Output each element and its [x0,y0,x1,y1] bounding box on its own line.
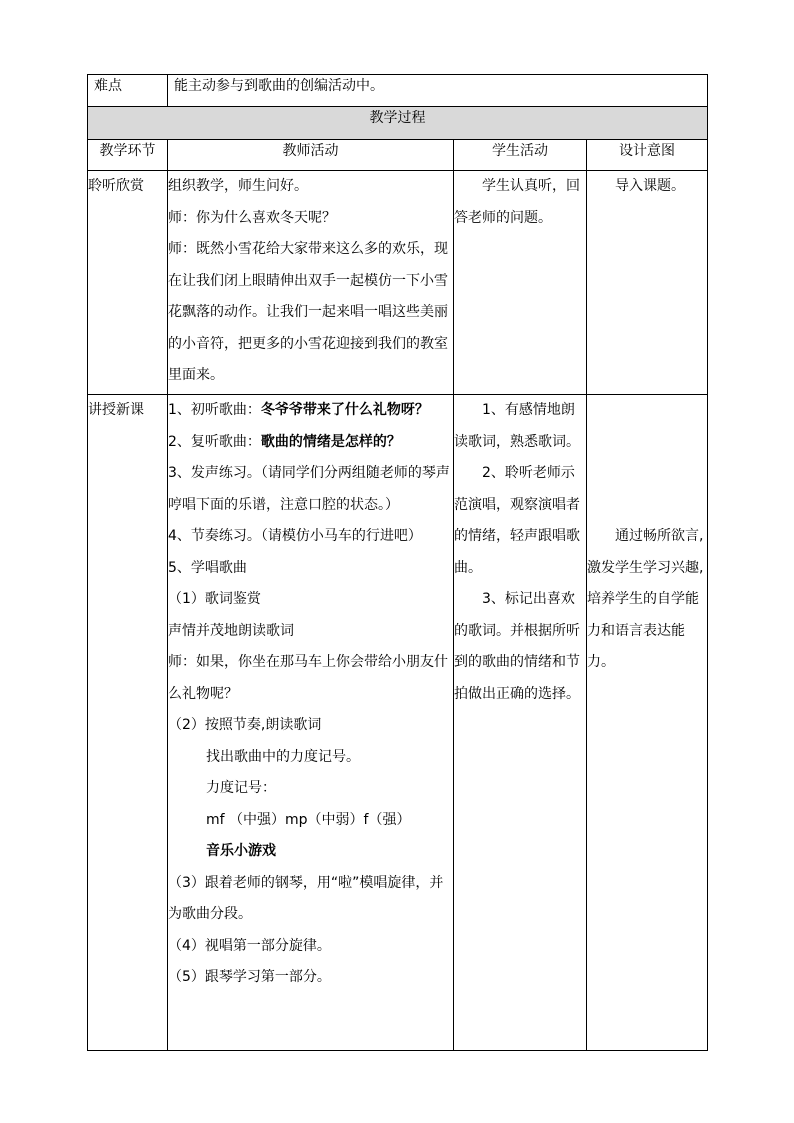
teacher-line: （1）歌词鉴赏 [168,591,261,607]
teacher-line: 找出歌曲中的力度记号。 [206,748,360,765]
header-student: 学生活动 [454,140,587,171]
new-lesson-row [88,395,708,1051]
teacher-line: 音乐小游戏 [206,843,276,859]
header-teacher: 教师活动 [168,140,454,171]
design-intent-listening [587,171,708,395]
teacher-line: （2）按照节奏,朗读歌词 [168,717,322,733]
stage-new-lesson: 讲授新课 [88,395,168,1051]
student-activity-new-lesson [454,395,587,1051]
teacher-line: 组织教学，师生问好。 [168,178,308,194]
lesson-plan-table [87,74,708,1051]
design-line: 导入课题。 [615,178,685,194]
teacher-line: 力度记号： [206,780,276,796]
teacher-line: （4）视唱第一部分旋律。 [168,937,331,954]
teacher-line: 师：如果，你坐在那马车上你会带给小朋友什么礼物呢？ [168,654,448,702]
header-row [88,140,708,171]
teacher-activity-listening [168,171,454,395]
teacher-line: 师：既然小雪花给大家带来这么多的欢乐，现在让我们闭上眼睛伸出双手一起模仿一下小雪花飘落的动作。让我们一起来唱一唱这些美丽的小音符，把更多的小雪花迎接到我们的教室里面来。 [168,241,448,383]
teacher-line: 4、节奏练习。（请模仿小马车的行进吧） [168,528,422,544]
teacher-line: 师：你为什么喜欢冬天呢？ [168,209,336,226]
design-line: 通过畅所欲言,激发学生学习兴趣,培养学生的自学能力和语言表达能力。 [587,528,704,670]
process-title: 教学过程 [88,107,708,140]
student-line: 2、聆听老师示范演唱，观察演唱者的情绪，轻声跟唱歌曲。 [454,465,580,576]
design-intent-new-lesson [587,395,708,1051]
process-title-row [88,107,708,140]
teacher-line: 2、复听歌曲：歌曲的情绪是怎样的？ [168,433,401,450]
teacher-activity-new-lesson [168,395,454,1051]
difficulty-row [88,75,708,107]
difficulty-text: 能主动参与到歌曲的创编活动中。 [168,75,708,107]
student-line: 3、标记出喜欢的歌词。并根据所听到的歌曲的情绪和节拍做出正确的选择。 [454,591,580,702]
student-line: 学生认真听，回答老师的问题。 [454,178,580,226]
stage-listening: 聆听欣赏 [88,171,168,395]
listening-row [88,171,708,395]
teacher-line: 3、发声练习。（请同学们分两组随老师的琴声哼唱下面的乐谱，注意口腔的状态。） [168,465,450,513]
teacher-line: 1、初听歌曲：冬爷爷带来了什么礼物呀？ [168,402,429,418]
student-activity-listening [454,171,587,395]
header-stage: 教学环节 [88,140,168,171]
teacher-line: （3）跟着老师的钢琴，用“啦”模唱旋律，并为歌曲分段。 [168,874,444,922]
teacher-line: mf （中强）mp（中弱）f（强） [206,811,411,828]
teacher-line: 5、学唱歌曲 [168,559,247,576]
teacher-line: 声情并茂地朗读歌词 [168,622,294,639]
student-line: 1、有感情地朗读歌词，熟悉歌词。 [454,402,580,450]
teacher-line: （5）跟琴学习第一部分。 [168,969,331,985]
difficulty-label: 难点 [88,75,168,107]
header-design: 设计意图 [587,140,708,171]
